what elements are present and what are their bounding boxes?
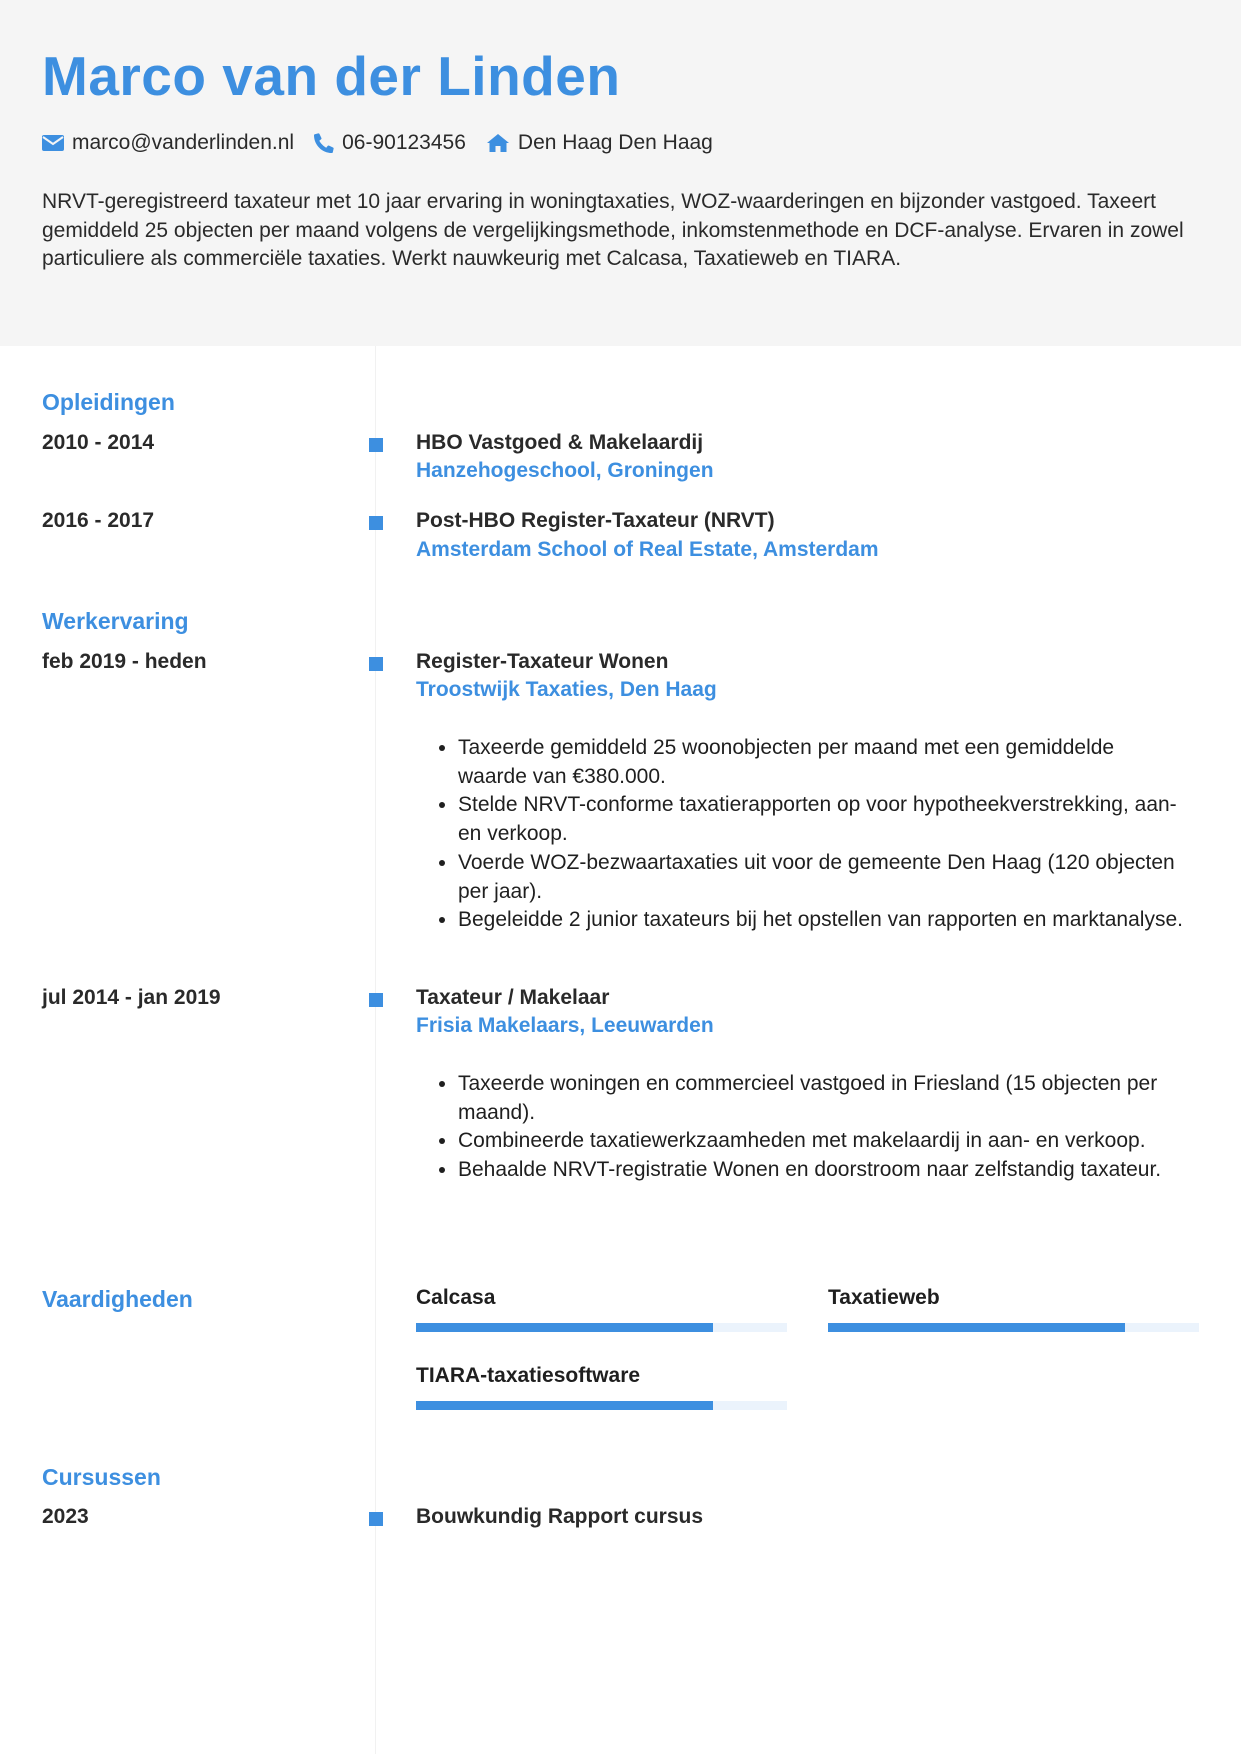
contact-info bbox=[42, 128, 733, 158]
job-responsibilities bbox=[458, 1070, 1183, 1185]
education-date: 2010 - 2014 bbox=[42, 431, 155, 454]
courses-title: Cursussen bbox=[42, 1464, 161, 1490]
list-item: • Combineerde taxatiewerkzaamheden met makelaardij in aan- en verkoop. bbox=[458, 1127, 1183, 1156]
timeline-divider bbox=[375, 346, 376, 1754]
list-item: • Voerde WOZ-bezwaartaxaties uit voor de gemeente Den Haag (120 objecten per jaar). bbox=[458, 849, 1183, 906]
experience-title: Werkervaring bbox=[42, 608, 189, 634]
list-item: • Begeleidde 2 junior taxateurs bij het opstellen van rapporten en marktanalyse. bbox=[458, 906, 1183, 935]
skill-name: Taxatieweb bbox=[828, 1286, 940, 1309]
job-title: Taxateur / Makelaar bbox=[416, 986, 610, 1009]
job-title: Register-Taxateur Wonen bbox=[416, 650, 669, 673]
phone-text: 06-90123456 bbox=[342, 131, 466, 154]
education-title: Opleidingen bbox=[42, 389, 175, 415]
list-item: • Behaalde NRVT-registratie Wonen en doorstroom naar zelfstandig taxateur. bbox=[458, 1156, 1183, 1185]
job-responsibilities bbox=[458, 734, 1183, 935]
profile-summary: NRVT-geregistreerd taxateur met 10 jaar ervaring in woningtaxaties, WOZ-waarderingen en bijzonder vastgoed. Taxeert gemiddeld 25 objecten per maand volgens de vergelijkingsmethode, inkomstenmethode en DCF-analyse. Ervaren in zowel particuliere als commerciële taxaties. Werkt nauwkeurig met Calcasa, Taxatieweb en TIARA. bbox=[42, 190, 1184, 270]
skill-bar-fill bbox=[416, 1401, 713, 1410]
timeline-marker bbox=[369, 516, 383, 530]
skill-bar bbox=[416, 1323, 787, 1332]
contact-email[interactable] bbox=[42, 131, 294, 155]
education-date: 2016 - 2017 bbox=[42, 509, 155, 532]
list-item: • Taxeerde gemiddeld 25 woonobjecten per maand met een gemiddelde waarde van €380.000. bbox=[458, 734, 1183, 791]
skill-bar-fill bbox=[828, 1323, 1125, 1332]
home-icon bbox=[486, 133, 510, 153]
envelope-icon bbox=[42, 135, 64, 151]
timeline-marker bbox=[369, 1512, 383, 1526]
header bbox=[0, 0, 1241, 346]
candidate-name: Marco van der Linden bbox=[42, 45, 621, 107]
education-school: Hanzehogeschool, Groningen bbox=[416, 459, 714, 482]
skill-bar-fill bbox=[416, 1323, 713, 1332]
list-item: • Stelde NRVT-conforme taxatierapporten op voor hypotheekverstrekking, aan- en verkoop. bbox=[458, 791, 1183, 848]
experience-date: feb 2019 - heden bbox=[42, 650, 207, 673]
timeline-marker bbox=[369, 438, 383, 452]
contact-location bbox=[486, 131, 713, 155]
location-text: Den Haag Den Haag bbox=[517, 131, 713, 154]
timeline-marker bbox=[369, 657, 383, 671]
education-degree: HBO Vastgoed & Makelaardij bbox=[416, 431, 704, 454]
course-date: 2023 bbox=[42, 1505, 89, 1528]
skill-name: TIARA-taxatiesoftware bbox=[416, 1364, 641, 1387]
job-company: Frisia Makelaars, Leeuwarden bbox=[416, 1014, 714, 1037]
phone-icon bbox=[314, 133, 334, 153]
job-company: Troostwijk Taxaties, Den Haag bbox=[416, 678, 717, 701]
skill-bar bbox=[416, 1401, 787, 1410]
skills-title: Vaardigheden bbox=[42, 1286, 193, 1312]
timeline-marker bbox=[369, 993, 383, 1007]
list-item: • Taxeerde woningen en commercieel vastgoed in Friesland (15 objecten per maand). bbox=[458, 1070, 1183, 1127]
education-school: Amsterdam School of Real Estate, Amsterdam bbox=[416, 538, 879, 561]
skill-bar bbox=[828, 1323, 1199, 1332]
course-name: Bouwkundig Rapport cursus bbox=[416, 1505, 704, 1528]
experience-date: jul 2014 - jan 2019 bbox=[42, 986, 221, 1009]
skill-name: Calcasa bbox=[416, 1286, 496, 1309]
email-text: marco@vanderlinden.nl bbox=[72, 131, 295, 154]
education-degree: Post-HBO Register-Taxateur (NRVT) bbox=[416, 509, 775, 532]
contact-phone[interactable] bbox=[314, 131, 466, 155]
